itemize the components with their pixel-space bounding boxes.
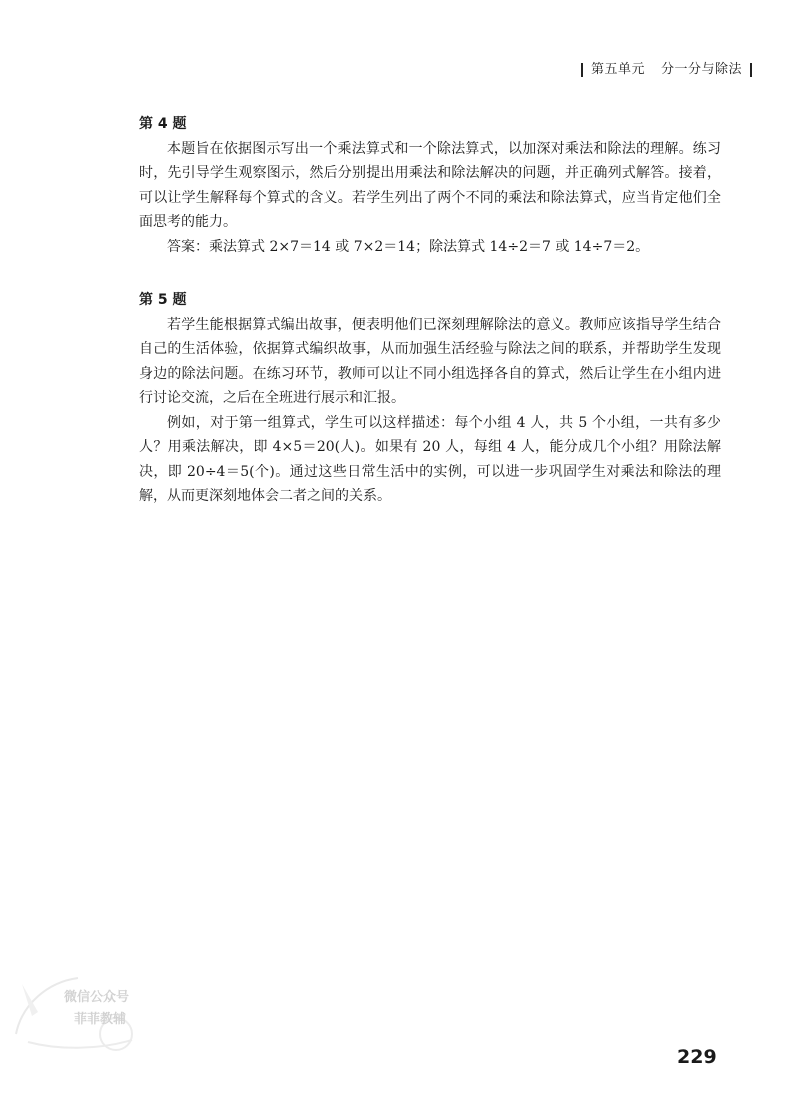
header-left-bar [581,63,583,77]
page-number: 229 [677,1046,717,1068]
section-question-5 [139,288,721,509]
section-title: 第 4 题 [139,116,187,132]
header-right-bar [750,63,752,77]
running-header [581,58,752,77]
section-question-4 [139,112,721,259]
paragraph: 本题旨在依据图示写出一个乘法算式和一个除法算式，以加深对乘法和除法的理解。练习时，先引导学生观察图示，然后分别提出用乘法和除法解决的问题，并正确列式解答。接着，可以让学生解释每个算式的含义。若学生列出了两个不同的乘法和除法算式，应当肯定他们全面思考的能力。 [139,140,721,230]
example-paragraph: 例如，对于第一组算式，学生可以这样描述：每个小组 4 人，共 5 个小组，一共有多少人？用乘法解决，即 4×5＝20(人)。如果有 20 人，每组 4 人，能分成几个小组？用除法解决，即 20÷4＝5(个)。通过这些日常生活中的实例，可以进一步巩固学生对乘法和除法的理解，从而更深刻地体会二者之间的关系。 [139,414,721,504]
watermark-line-1: 微信公众号 [64,990,130,1005]
header-topic: 分一分与除法 [660,62,742,77]
section-title: 第 5 题 [139,292,187,308]
section-gap [139,259,721,288]
paragraph: 若学生能根据算式编出故事，便表明他们已深刻理解除法的意义。教师应该指导学生结合自己的生活体验，依据算式编织故事，从而加强生活经验与除法之间的联系，并帮助学生发现身边的除法问题。在练习环节，教师可以让不同小组选择各自的算式，然后让学生在小组内进行讨论交流，之后在全班进行展示和汇报。 [139,316,721,406]
answer-paragraph: 答案：乘法算式 2×7＝14 或 7×2＝14；除法算式 14÷2＝7 或 14÷7＝2。 [167,238,650,255]
page-content [139,112,721,509]
header-unit: 第五单元 [590,62,645,77]
watermark-line-2: 菲菲教辅 [74,1012,127,1027]
watermark [8,964,148,1054]
